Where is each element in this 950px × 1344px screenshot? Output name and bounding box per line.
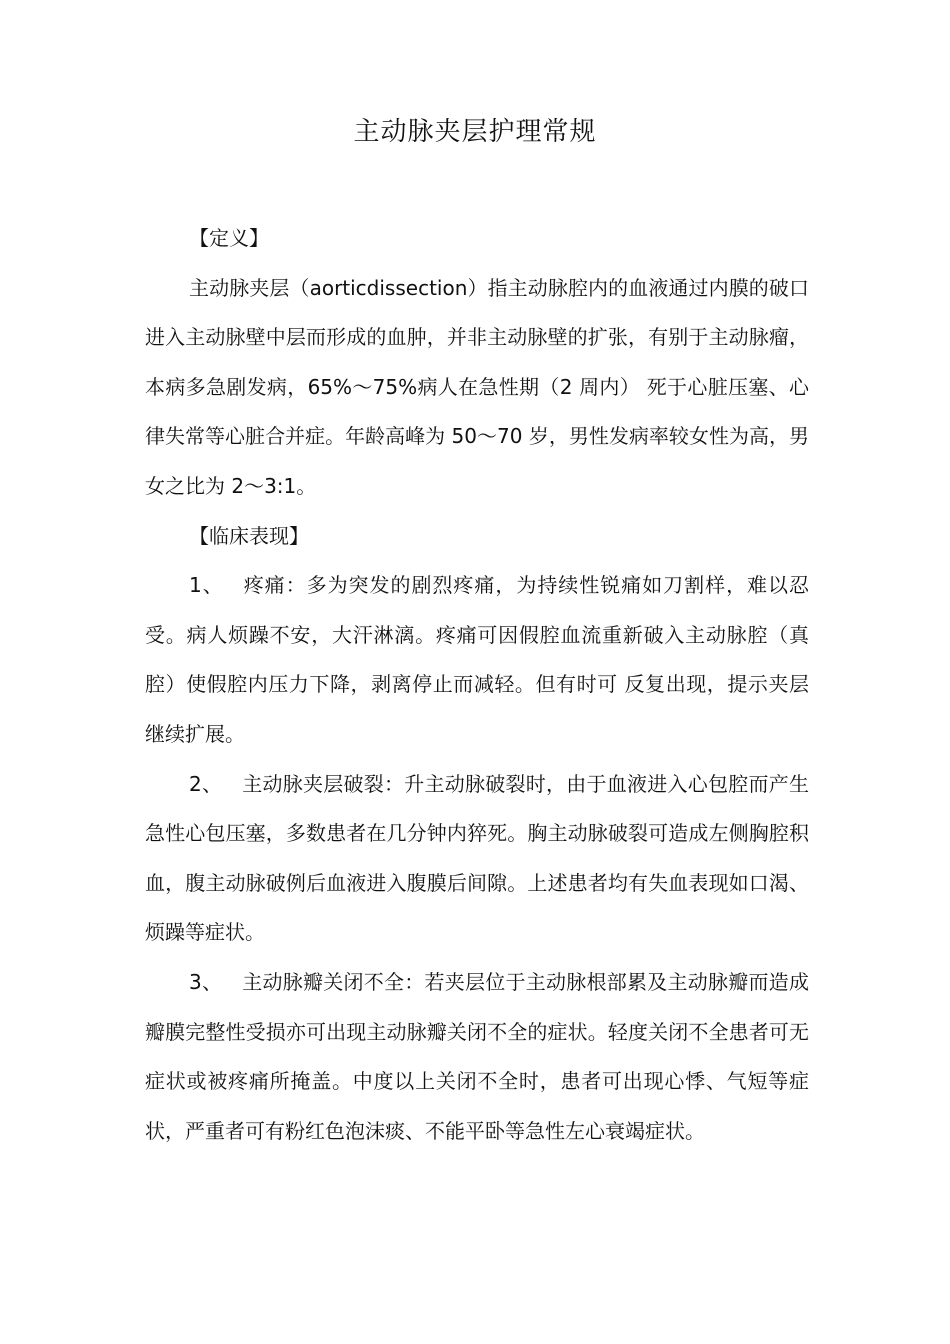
clinical-item-pain xyxy=(145,561,809,759)
definition-paragraph: 主动脉夹层（aorticdissection）指主动脉腔内的血液通过内膜的破口进入主动脉壁中层而形成的血肿，并非主动脉壁的扩张，有别于主动脉瘤，本病多急剧发病，65%～75%病人在急性期（2 周内） 死于心脏压塞、心律失常等心脏合并症。年龄高峰为 50～70 岁，男性发病率较女性为高，男女之比为 2～3:1。 xyxy=(145,275,809,498)
item-text: 主动脉夹层破裂：升主动脉破裂时，由于血液进入心包腔而产生急性心包压塞，多数患者在几分钟内猝死。胸主动脉破裂可造成左侧胸腔积血，腹主动脉破例后血液进入腹膜后间隙。上述患者均有失血表现如口渴、烦躁等症状。 xyxy=(145,771,809,945)
item-text: 疼痛：多为突发的剧烈疼痛，为持续性锐痛如刀割样，难以忍受。病人烦躁不安，大汗淋漓。疼痛可因假腔血流重新破入主动脉腔（真腔）使假腔内压力下降，剥离停止而减轻。但有时可 反复出现，提示夹层继续扩展。 xyxy=(145,573,810,746)
clinical-item-regurgitation xyxy=(145,958,809,1156)
item-number: 3、 xyxy=(189,969,223,994)
item-text: 主动脉瓣关闭不全：若夹层位于主动脉根部累及主动脉瓣而造成瓣膜完整性受损亦可出现主动脉瓣关闭不全的症状。轻度关闭不全患者可无症状或被疼痛所掩盖。中度以上关闭不全时，患者可出现心悸、气短等症状，严重者可有粉红色泡沫痰、不能平卧等急性左心衰竭症状。 xyxy=(145,969,809,1143)
document-body xyxy=(145,214,809,1156)
item-number: 2、 xyxy=(189,771,223,796)
clinical-item-rupture xyxy=(145,760,809,958)
document-title: 主动脉夹层护理常规 xyxy=(353,117,597,147)
item-number: 1、 xyxy=(189,573,224,598)
definition-heading: 【定义】 xyxy=(189,226,269,250)
clinical-heading: 【临床表现】 xyxy=(189,523,309,548)
